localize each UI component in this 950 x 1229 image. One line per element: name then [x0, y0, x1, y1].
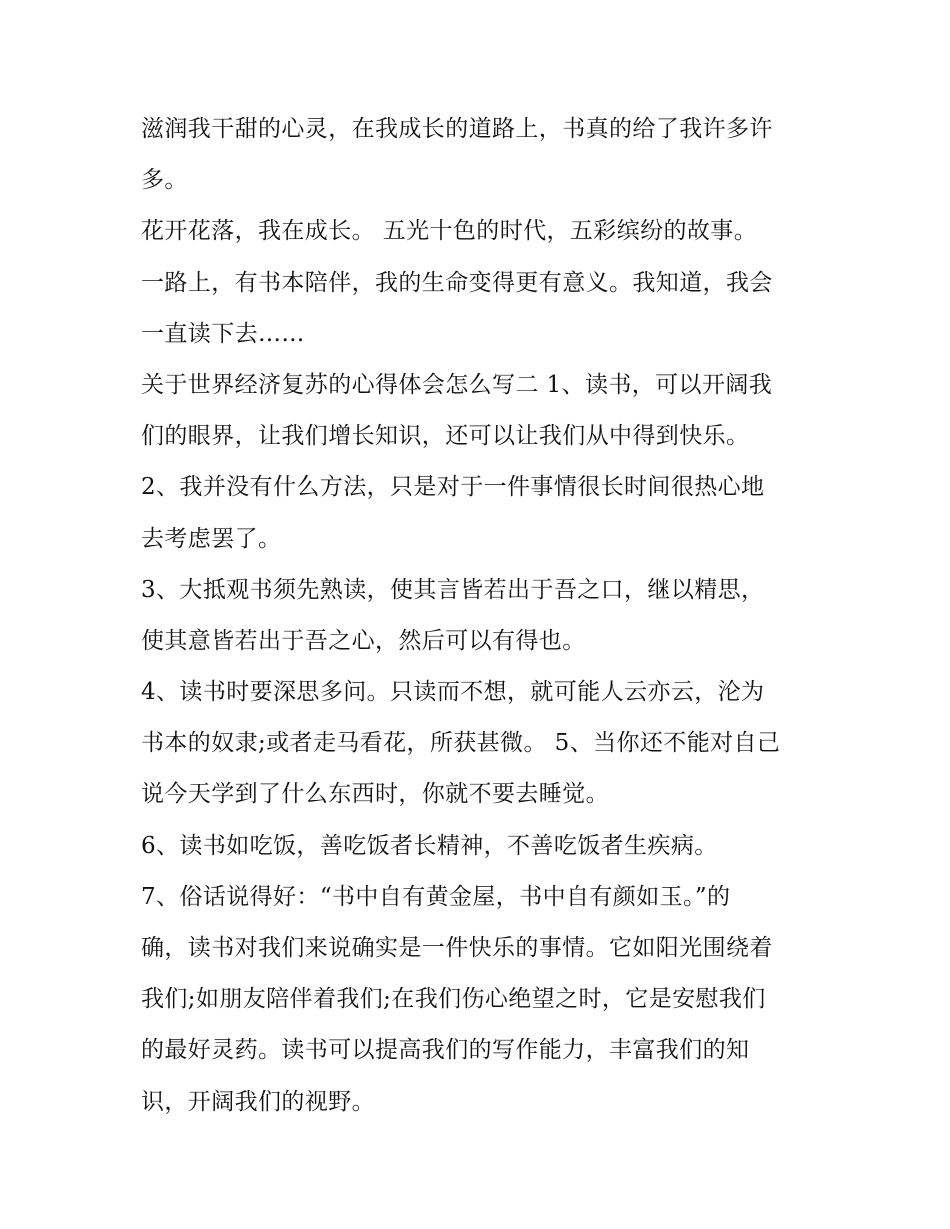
document-body-text [141, 104, 821, 1128]
text-line: 2、我并没有什么方法，只是对于一件事情很长时间很热心地 [141, 474, 765, 501]
text-line: 识，开阔我们的视野。 [141, 1088, 375, 1115]
text-line: 的最好灵药。读书可以提高我们的写作能力，丰富我们的知 [141, 1037, 750, 1064]
text-line: 花开花落，我在成长。 五光十色的时代，五彩缤纷的故事。 [141, 218, 758, 245]
text-line: 一直读下去…… [141, 320, 305, 347]
text-line: 滋润我干甜的心灵，在我成长的道路上，书真的给了我许多许 [141, 116, 773, 142]
text-line: 关于世界经济复苏的心得体会怎么写二 1、读书，可以开阔我 [141, 371, 773, 398]
text-line: 我们;如朋友陪伴着我们;在我们伤心绝望之时，它是安慰我们 [141, 986, 766, 1013]
text-line: 去考虑罢了。 [141, 525, 282, 552]
text-line: 4、读书时要深思多问。只读而不想，就可能人云亦云，沦为 [141, 679, 765, 706]
text-line: 说今天学到了什么东西时，你就不要去睡觉。 [141, 781, 609, 808]
text-line: 们的眼界，让我们增长知识，还可以让我们从中得到快乐。 [141, 423, 750, 450]
text-line: 确，读书对我们来说确实是一件快乐的事情。它如阳光围绕着 [141, 935, 773, 961]
text-line: 书本的奴隶;或者走马看花，所获甚微。 5、当你还不能对自己 [141, 730, 781, 757]
text-line: 3、大抵观书须先熟读，使其言皆若出于吾之口，继以精思， [141, 576, 765, 603]
text-line: 6、读书如吃饭，善吃饭者长精神，不善吃饭者生疾病。 [141, 832, 718, 859]
text-line: 一路上，有书本陪伴，我的生命变得更有意义。我知道，我会 [141, 269, 773, 296]
text-line: 7、俗话说得好：“书中自有黄金屋，书中自有颜如玉。”的 [141, 883, 731, 910]
text-line: 使其意皆若出于吾之心，然后可以有得也。 [141, 627, 586, 654]
text-line: 多。 [141, 167, 188, 194]
